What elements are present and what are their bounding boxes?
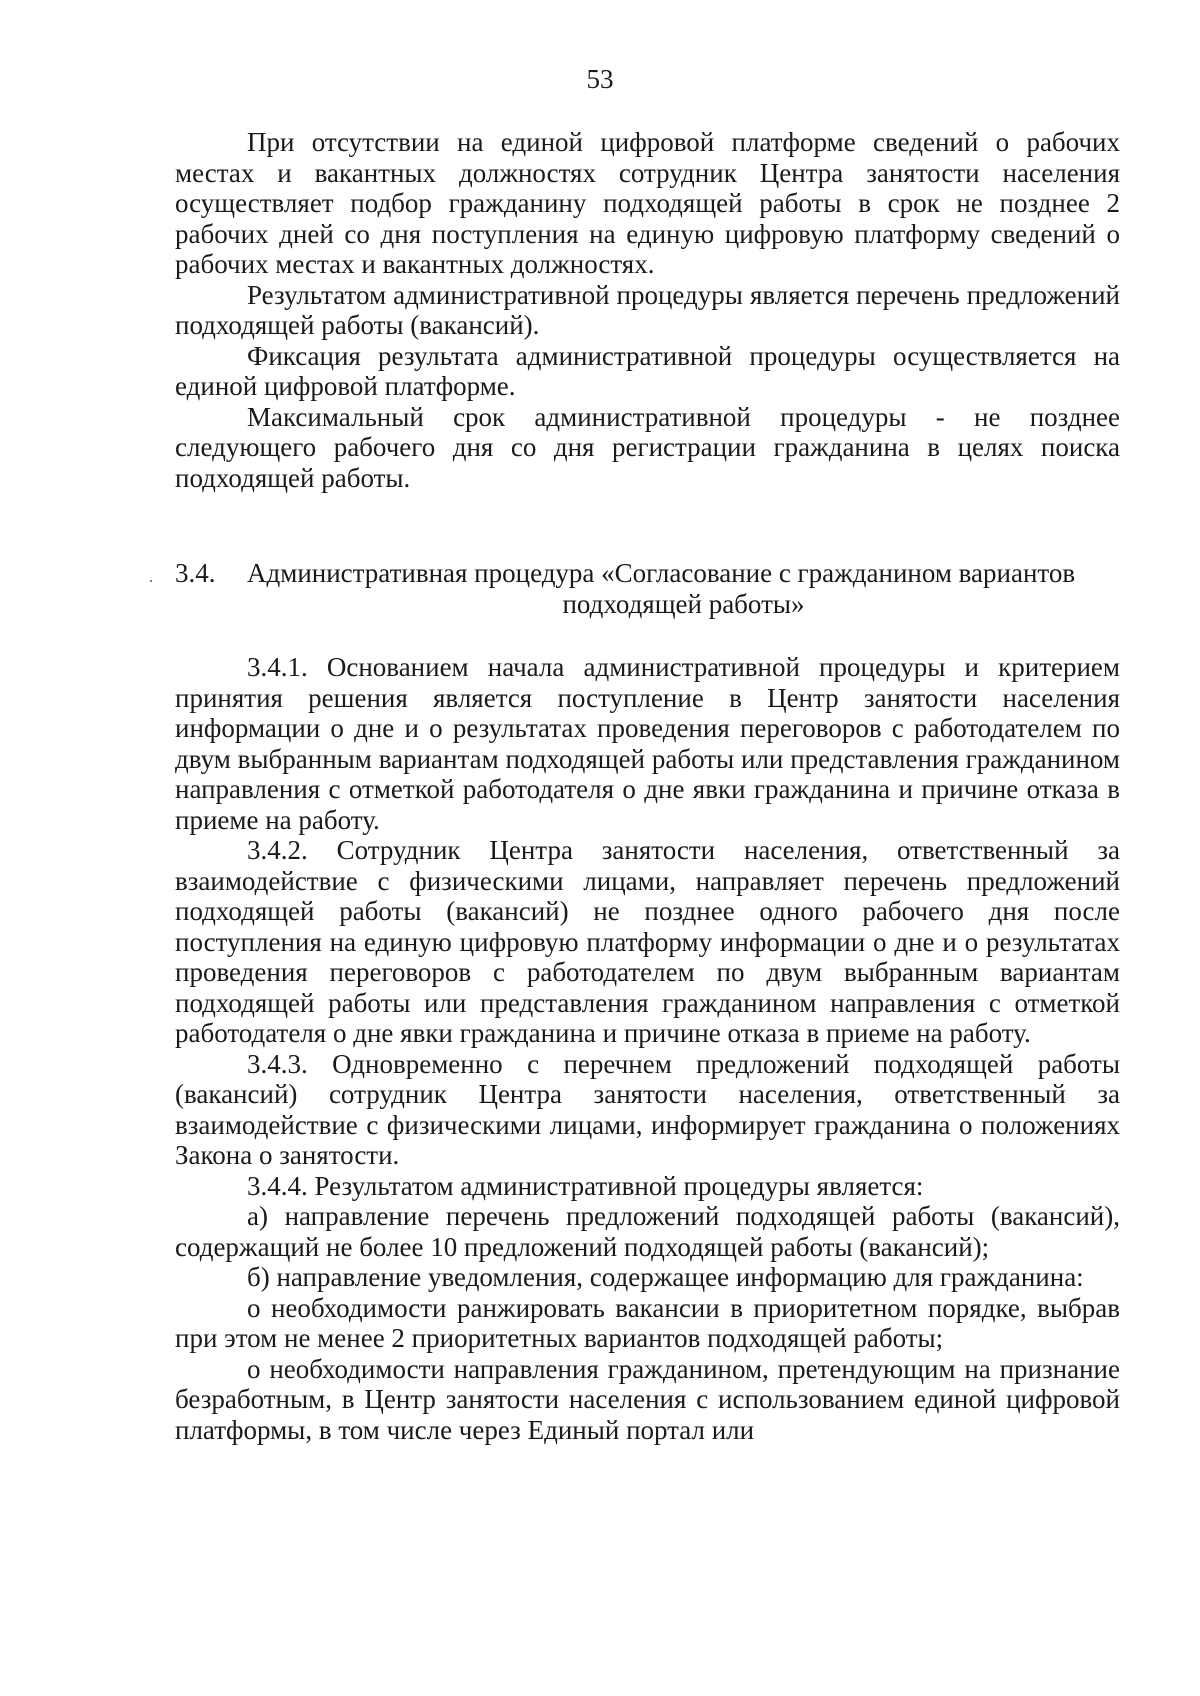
paragraph: 3.4.4. Результатом административной процедуры является: [247, 1170, 924, 1201]
paragraph: о необходимости ранжировать вакансии в приоритетном порядке, выбрав при этом не менее 2 приоритетных вариантов подходящей работы; [175, 1292, 1120, 1353]
section-text-block [175, 652, 1120, 1445]
list-item: б) направление уведомления, содержащее информацию для гражданина: [247, 1262, 1084, 1292]
list-item: а) направление перечень предложений подходящей работы (вакансий), содержащий не более 10 предложений подходящей работы (вакансий); [175, 1201, 1120, 1262]
section-heading [175, 558, 1120, 619]
section-heading-line1 [175, 558, 1120, 589]
page-number: 53 [586, 64, 614, 94]
section-title-line2: подходящей работы» [562, 588, 805, 619]
section-title-line1: Административная процедура «Согласование с гражданином вариантов [247, 558, 1076, 588]
paragraph: Максимальный срок административной процедуры - не позднее следующего рабочего дня со дня регистрации гражданина в целях поиска подходящей работы. [175, 401, 1120, 493]
top-text-block [175, 127, 1120, 493]
paragraph: 3.4.1. Основанием начала административной процедуры и критерием принятия решения является поступление в Центр занятости населения информации о дне и о результатах проведения переговоров с работодателем по двум выбранным вариантам подходящей работы или представления гражданином направления с отметкой работодателя о дне явки гражданина и причине отказа в приеме на работу. [175, 652, 1120, 835]
paragraph: При отсутствии на единой цифровой платформе сведений о рабочих местах и вакантных должностях сотрудник Центра занятости населения осуществляет подбор гражданину подходящей работы в срок не позднее 2 рабочих дней со дня поступления на единую цифровую платформу сведений о рабочих местах и вакантных должностях. [175, 127, 1120, 279]
paragraph: Результатом административной процедуры является перечень предложений подходящей работы (вакансий). [175, 279, 1120, 340]
paragraph: 3.4.3. Одновременно с перечнем предложений подходящей работы (вакансий) сотрудник Центра занятости населения, ответственный за взаимодействие с физическими лицами, информирует гражданина о положениях Закона о занятости. [175, 1048, 1120, 1170]
paragraph: Фиксация результата административной процедуры осуществляется на единой цифровой платформе. [175, 340, 1120, 401]
paragraph: о необходимости направления гражданином, претендующим на признание безработным, в Центр занятости населения с использованием единой цифровой платформы, в том числе через Единый портал или [175, 1353, 1120, 1445]
margin-mark [150, 580, 152, 582]
section-number: 3.4. [175, 558, 216, 588]
paragraph: 3.4.2. Сотрудник Центра занятости населения, ответственный за взаимодействие с физическими лицами, направляет перечень предложений подходящей работы (вакансий) не позднее одного рабочего дня после поступления на единую цифровую платформу информации о дне и о результатах проведения переговоров с работодателем по двум выбранным вариантам подходящей работы или представления гражданином направления с отметкой работодателя о дне явки гражданина и причине отказа в приеме на работу. [175, 835, 1120, 1048]
